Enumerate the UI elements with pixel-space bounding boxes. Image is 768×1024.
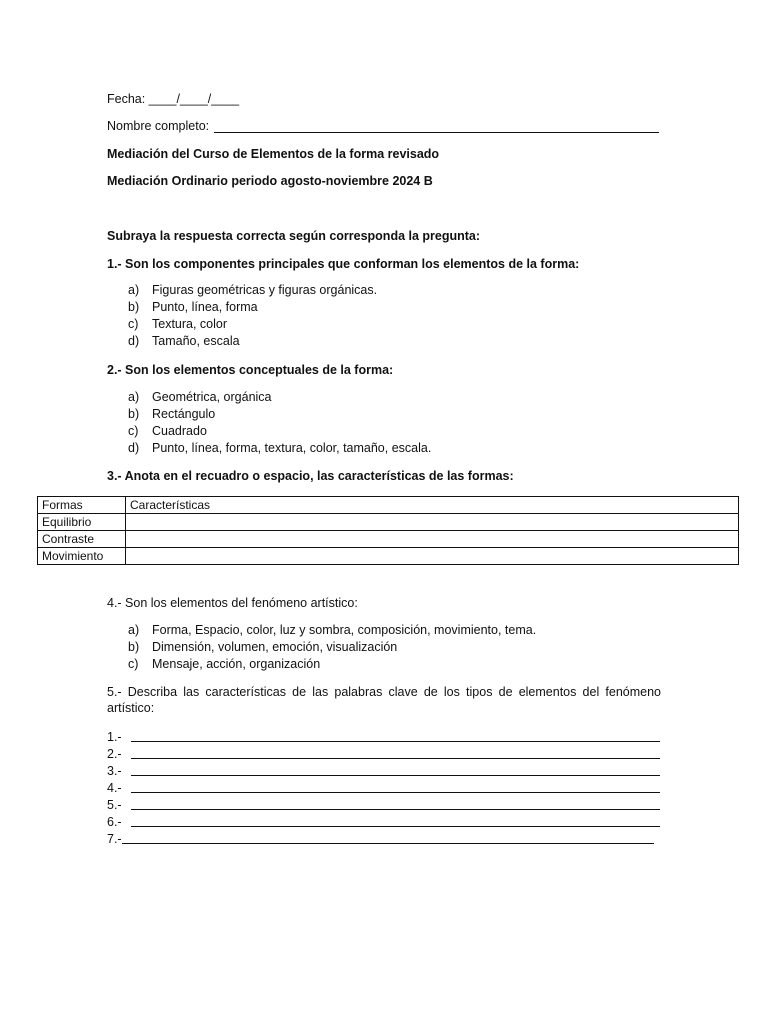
answer-field[interactable]	[131, 775, 660, 776]
option-text: Cuadrado	[152, 424, 207, 438]
option-a[interactable]	[128, 390, 272, 405]
option-c[interactable]	[128, 424, 207, 439]
table-header-caracteristicas: Características	[126, 497, 739, 514]
option-b[interactable]	[128, 300, 258, 315]
answer-line	[107, 815, 131, 830]
option-d[interactable]	[128, 441, 431, 456]
option-text: Punto, línea, forma, textura, color, tamaño, escala.	[152, 441, 432, 455]
option-label: b)	[128, 300, 140, 314]
option-c[interactable]	[128, 657, 320, 672]
answer-number: 2.-	[107, 747, 122, 761]
option-label: a)	[128, 283, 140, 297]
table-cell-answer[interactable]	[126, 531, 739, 548]
answer-line	[107, 798, 131, 813]
question-5-line-2: artístico:	[107, 701, 155, 715]
answer-number: 3.-	[107, 764, 122, 778]
table-row	[38, 531, 739, 548]
option-d[interactable]	[128, 334, 240, 349]
option-text: Mensaje, acción, organización	[152, 657, 321, 671]
option-text: Rectángulo	[152, 407, 216, 421]
option-text: Forma, Espacio, color, luz y sombra, composición, movimiento, tema.	[152, 623, 537, 637]
option-text: Dimensión, volumen, emoción, visualización	[152, 640, 398, 654]
answer-line	[107, 781, 131, 796]
option-text: Tamaño, escala	[152, 334, 240, 348]
course-title: Mediación del Curso de Elementos de la forma revisado	[107, 147, 440, 161]
option-label: a)	[128, 390, 140, 404]
answer-line	[107, 764, 131, 779]
option-label: d)	[128, 334, 140, 348]
answer-number: 5.-	[107, 798, 122, 812]
option-text: Figuras geométricas y figuras orgánicas.	[152, 283, 378, 297]
question-1: 1.- Son los componentes principales que conforman los elementos de la forma:	[107, 257, 580, 271]
answer-number: 1.-	[107, 730, 122, 744]
table-cell-form: Movimiento	[38, 548, 126, 565]
option-b[interactable]	[128, 640, 397, 655]
table-row	[38, 548, 739, 565]
question-5-line-1: 5.- Describa las características de las palabras clave de los tipos de elementos del fenómeno	[107, 685, 661, 699]
answer-field[interactable]	[131, 758, 660, 759]
option-label: c)	[128, 657, 139, 671]
answer-number: 6.-	[107, 815, 122, 829]
answer-line	[107, 730, 131, 745]
option-label: b)	[128, 407, 140, 421]
instructions: Subraya la respuesta correcta según corresponda la pregunta:	[107, 229, 481, 243]
option-text: Geométrica, orgánica	[152, 390, 272, 404]
option-text: Punto, línea, forma	[152, 300, 258, 314]
answer-line	[107, 747, 131, 762]
answer-field[interactable]	[131, 809, 660, 810]
answer-field[interactable]	[131, 741, 660, 742]
option-a[interactable]	[128, 283, 377, 298]
question-2: 2.- Son los elementos conceptuales de la forma:	[107, 363, 394, 377]
option-text: Textura, color	[152, 317, 228, 331]
table-row	[38, 514, 739, 531]
option-label: c)	[128, 424, 139, 438]
answer-number: 4.-	[107, 781, 122, 795]
name-label: Nombre completo:	[107, 119, 210, 133]
option-label: d)	[128, 441, 140, 455]
question-4: 4.- Son los elementos del fenómeno artístico:	[107, 596, 358, 610]
option-label: c)	[128, 317, 139, 331]
answer-line	[107, 832, 131, 847]
option-label: b)	[128, 640, 140, 654]
answer-field[interactable]	[131, 792, 660, 793]
option-label: a)	[128, 623, 140, 637]
table-cell-form: Contraste	[38, 531, 126, 548]
table-cell-answer[interactable]	[126, 548, 739, 565]
table-header-formas: Formas	[38, 497, 126, 514]
option-b[interactable]	[128, 407, 215, 422]
answer-field[interactable]	[131, 826, 660, 827]
option-c[interactable]	[128, 317, 227, 332]
table-cell-answer[interactable]	[126, 514, 739, 531]
period-title: Mediación Ordinario periodo agosto-noviembre 2024 B	[107, 174, 433, 188]
date-field[interactable]: Fecha: ____/____/____	[107, 92, 240, 106]
name-field[interactable]	[214, 132, 659, 133]
option-a[interactable]	[128, 623, 536, 638]
table-cell-form: Equilibrio	[38, 514, 126, 531]
characteristics-table	[37, 496, 739, 565]
table-header-row	[38, 497, 739, 514]
answer-field[interactable]	[122, 843, 654, 844]
question-3: 3.- Anota en el recuadro o espacio, las características de las formas:	[107, 469, 514, 483]
answer-number: 7.-	[107, 832, 122, 846]
